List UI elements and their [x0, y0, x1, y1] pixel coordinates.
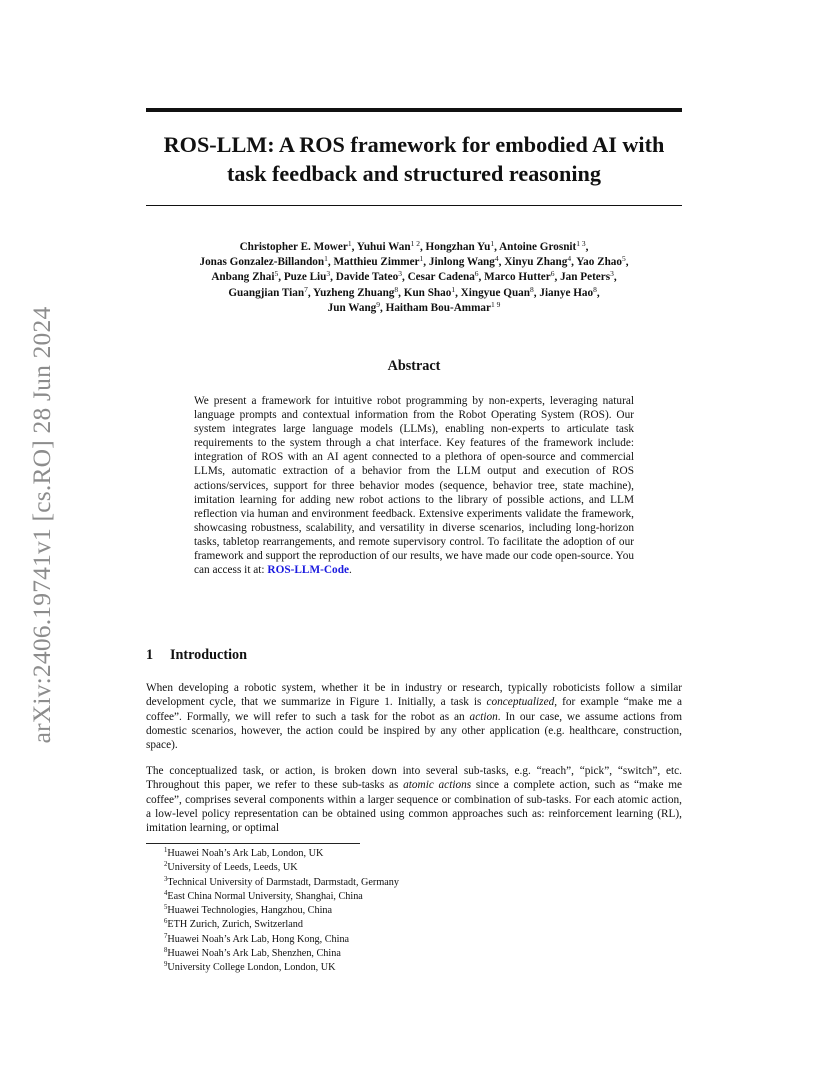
author-affiliation-mark: 8 [593, 284, 597, 294]
footnote-number: 5 [164, 904, 168, 912]
author-name: Antoine Grosnit [499, 241, 577, 253]
author-name: Jinlong Wang [428, 256, 495, 269]
footnote-text: Huawei Technologies, Hangzhou, China [167, 905, 333, 917]
author-separator: , [625, 256, 629, 269]
author-separator: , [478, 271, 485, 284]
author-name: Cesar Cadena [407, 271, 475, 284]
author-line [146, 286, 682, 301]
abstract-body: We present a framework for intuitive robot programming by non-experts, leveraging natural language prompts and contextual information from the Robot Operating System (ROS). Our system integrates large language models (LLMs), enabling non-experts to articulate task requirements to the system through a chat interface. Key features of the framework include: integration of ROS with an AI agent connected to a plethora of open-source and commercial LLMs, automatic extraction of a behavior from the LLM output and execution of ROS actions/services, support for three behavior modes (sequence, behavior tree, state machine), imitation learning for adding new robot actions to the library of possible actions, and LLM reflection via human and environment feedback. Extensive experiments validate the framework, showcasing robustness, scalability, and versatility in diverse scenarios, including long-horizon tasks, tabletop rearrangements, and remote supervisory control. To facilitate the adoption of our framework and support the reproduction of our results, we have made our code open-source. You can access it at: [194, 395, 634, 577]
footnote-text: Huawei Noah’s Ark Lab, Hong Kong, China [167, 933, 350, 945]
section-heading-introduction [146, 647, 247, 664]
author-separator: , [419, 241, 426, 253]
author-name: Jan Peters [560, 271, 611, 284]
author-name: Christopher E. Mower [239, 241, 348, 253]
author-separator: , [571, 256, 577, 269]
abstract-text [194, 394, 634, 577]
para2-text-a: The conceptualized task, or action, is broken down into several sub-tasks, e.g. “reach”, “pick”, “switch”, etc. Throughout this paper, we refer to these sub-tasks as [146, 765, 682, 792]
author-name: Yao Zhao [576, 256, 622, 269]
author-name: Yuhui Wan [356, 241, 411, 253]
footnote-number: 3 [164, 875, 168, 883]
title-line-1: ROS-LLM: A ROS framework for embodied AI with [163, 132, 665, 157]
author-name: Anbang Zhai [211, 271, 275, 284]
footnote-item [164, 961, 399, 975]
title-line-2: task feedback and structured reasoning [227, 161, 601, 186]
footnote-item [164, 947, 399, 961]
author-name: Puze Liu [283, 271, 327, 284]
author-affiliation-mark: 3 [398, 269, 402, 279]
author-list [146, 240, 682, 316]
footnote-number: 2 [164, 861, 168, 869]
para1-text-c: . In our case, we assume actions from domestic scenarios, however, the action could be inspired by any other application (e.g. healthcare, construction, space). [146, 710, 682, 752]
arxiv-identifier: arXiv:2406.19741v1 [cs.RO] 28 Jun 2024 [27, 306, 56, 744]
author-separator: , [278, 271, 284, 284]
author-line [146, 301, 682, 316]
footnote-item [164, 861, 399, 875]
footnote-text: Huawei Noah’s Ark Lab, Shenzhen, China [167, 948, 341, 960]
author-separator: , [596, 286, 600, 299]
author-separator: , [327, 256, 334, 269]
intro-paragraph-2 [146, 764, 682, 835]
author-separator: , [351, 241, 357, 253]
footnote-number: 7 [164, 932, 168, 940]
title-top-rule [146, 108, 682, 112]
footnote-item [164, 918, 399, 932]
footnote-rule [146, 843, 360, 844]
author-affiliation-mark: 1 2 [410, 239, 420, 248]
author-name: Matthieu Zimmer [333, 256, 420, 269]
author-separator: , [330, 271, 336, 284]
author-affiliation-mark: 6 [550, 269, 555, 279]
author-affiliation-mark: 6 [474, 269, 479, 279]
author-affiliation-mark: 1 9 [490, 299, 501, 309]
author-affiliation-mark: 1 [347, 239, 352, 248]
author-separator: , [533, 286, 540, 299]
author-name: Guangjian Tian [228, 286, 305, 299]
author-name: Hongzhan Yu [425, 241, 491, 253]
author-separator: , [398, 286, 404, 299]
para2-text-b: since a complete action, such as “make me coffee”, comprises several components within a larger sequence or combination of sub-tasks. For each atomic action, a low-level policy representation can be obtained using common approaches such as: reinforcement learning (RL), imitation learning, or optimal [146, 779, 682, 835]
section-number: 1 [146, 647, 154, 663]
author-separator: , [494, 241, 500, 253]
author-name: Davide Tateo [335, 271, 399, 284]
author-name: Xinyu Zhang [504, 256, 568, 269]
author-name: Jun Wang [327, 301, 377, 314]
para1-emphasis-2: action [469, 710, 498, 723]
author-affiliation-mark: 1 [490, 239, 495, 248]
title-bottom-rule [146, 205, 682, 206]
author-name: Haitham Bou-Ammar [385, 301, 491, 314]
author-affiliation-mark: 8 [530, 284, 534, 294]
para1-text-b: , for example “make me a coffee”. Formally, we will refer to such a task for the robot as an [146, 696, 682, 723]
footnote-item [164, 890, 399, 904]
author-affiliation-mark: 1 3 [576, 239, 586, 248]
author-affiliation-mark: 8 [394, 284, 399, 294]
author-affiliation-mark: 3 [610, 269, 614, 279]
author-affiliation-mark: 5 [274, 269, 279, 279]
author-affiliation-mark: 5 [621, 254, 626, 264]
author-line [146, 270, 682, 285]
section-title: Introduction [170, 647, 247, 663]
author-affiliation-mark: 1 [419, 254, 424, 264]
author-separator: , [455, 286, 461, 299]
intro-paragraph-1 [146, 681, 682, 752]
author-affiliation-mark: 1 [451, 284, 456, 294]
author-name: Jonas Gonzalez-Billandon [199, 256, 325, 269]
para2-emphasis: atomic actions [403, 779, 472, 792]
author-affiliation-mark: 4 [567, 254, 572, 264]
author-separator: , [585, 241, 589, 253]
footnote-item [164, 933, 399, 947]
footnote-number: 9 [164, 961, 168, 969]
author-affiliation-mark: 7 [304, 284, 308, 294]
author-affiliation-mark: 9 [376, 299, 381, 309]
footnote-number: 4 [164, 889, 168, 897]
para1-text-a: When developing a robotic system, whether it be in industry or research, typically roboticists follow a similar development cycle, that we summarize in Figure 1. Initially, a task is [146, 682, 682, 709]
footnote-item [164, 876, 399, 890]
author-separator: , [307, 286, 314, 299]
footnote-text: University College London, London, UK [167, 962, 336, 974]
abstract-end: . [349, 564, 352, 577]
arxiv-margin-stamp [22, 290, 62, 760]
footnote-item [164, 904, 399, 918]
abstract-heading: Abstract [387, 358, 441, 374]
para1-emphasis-1: conceptualized [486, 696, 555, 709]
author-separator: , [613, 271, 617, 284]
author-separator: , [498, 256, 505, 269]
footnote-text: Technical University of Darmstadt, Darmstadt, Germany [167, 876, 399, 888]
footnote-item [164, 847, 399, 861]
code-link[interactable]: ROS-LLM-Code [267, 564, 349, 577]
footnote-number: 6 [164, 918, 168, 926]
footnote-number: 8 [164, 947, 168, 955]
author-name: Xingyue Quan [460, 286, 530, 299]
author-separator: , [401, 271, 408, 284]
footnote-text: ETH Zurich, Zurich, Switzerland [167, 919, 303, 931]
paper-title [146, 130, 682, 188]
footnote-number: 1 [164, 847, 168, 854]
footnote-text: Huawei Noah’s Ark Lab, London, UK [167, 848, 324, 859]
author-name: Jianye Hao [539, 286, 594, 299]
author-affiliation-mark: 3 [326, 269, 331, 279]
affiliation-footnotes [164, 847, 399, 976]
author-name: Marco Hutter [484, 271, 551, 284]
footnote-text: East China Normal University, Shanghai, China [167, 890, 363, 902]
author-separator: , [423, 256, 429, 269]
author-affiliation-mark: 4 [494, 254, 499, 264]
author-affiliation-mark: 1 [324, 254, 328, 264]
author-separator: , [380, 301, 386, 314]
footnote-text: University of Leeds, Leeds, UK [167, 862, 298, 874]
author-name: Yuzheng Zhuang [313, 286, 395, 299]
author-name: Kun Shao [403, 286, 452, 299]
author-separator: , [554, 271, 561, 284]
author-line [146, 240, 682, 255]
author-line [146, 255, 682, 270]
